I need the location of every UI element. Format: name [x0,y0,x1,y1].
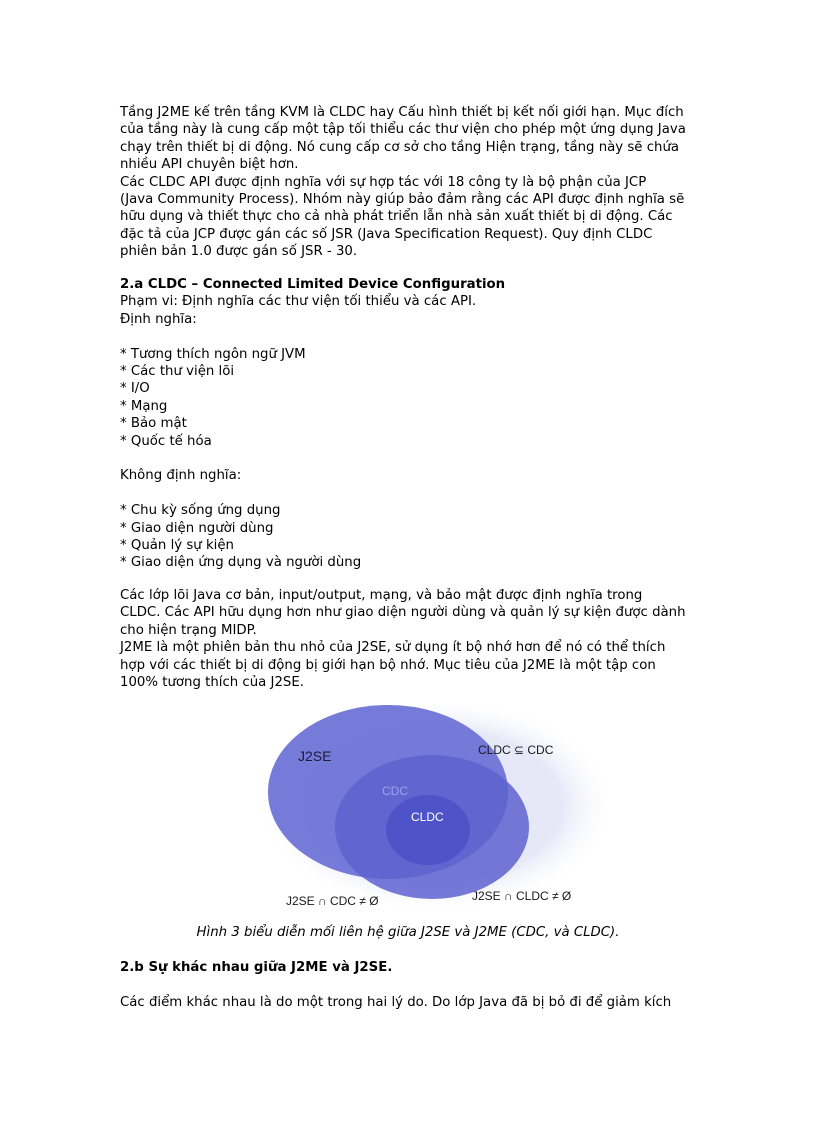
text-line: 100% tương thích của J2SE. [120,675,304,691]
section-b-heading: 2.b Sự khác nhau giữa J2ME và J2SE. [120,960,393,975]
text-line: đặc tả của JCP được gán các số JSR (Java Specification Request). Quy định CLDC [120,226,653,242]
blank-line [120,485,700,502]
subset-label: CLDC ⊆ CDC [478,743,554,757]
figure-caption: Hình 3 biểu diễn mối liên hệ giữa J2SE và J2ME (CDC, và CLDC). [196,925,620,940]
not-defines-item: * Giao diện người dùng [120,520,274,536]
text-line: chạy trên thiết bị di động. Nó cung cấp cơ sở cho tầng Hiện trạng, tầng này sẽ chứa [120,139,680,155]
text-line: phiên bản 1.0 được gán số JSR - 30. [120,244,358,260]
section-b [120,959,700,1011]
text-line: cho hiện trạng MIDP. [120,622,257,638]
j2se-cdc-intersection-label: J2SE ∩ CDC ≠ Ø [286,894,379,908]
text-line: hữu dụng và thiết thực cho cả nhà phát triển lẫn nhà sản xuất thiết bị di động. Các [120,209,673,225]
section-a-conclusion [120,587,700,691]
defines-item: * Tương thích ngôn ngữ JVM [120,346,306,362]
defines-item: * Quốc tế hóa [120,433,212,449]
text-line: Các CLDC API được định nghĩa với sự hợp tác với 18 công ty là bộ phận của JCP [120,174,647,190]
not-defines-item: * Quản lý sự kiện [120,538,234,554]
text-line: J2ME là một phiên bản thu nhỏ của J2SE, sử dụng ít bộ nhớ hơn để nó có thể thích [120,640,666,656]
not-defines-item: * Chu kỳ sống ứng dụng [120,503,281,519]
venn-diagram-figure [258,703,616,913]
cldc-label: CLDC [411,810,444,824]
not-defines-label: Không định nghĩa: [120,468,242,484]
not-defines-item: * Giao diện ứng dụng và người dùng [120,555,362,571]
intro-paragraph [120,104,700,261]
blank-line [120,450,700,467]
defines-item: * Các thư viện lõi [120,364,235,380]
text-line: hợp với các thiết bị di động bị giới hạn bộ nhớ. Mục tiêu của J2ME là một tập con [120,657,656,673]
j2se-cldc-intersection-label: J2SE ∩ CLDC ≠ Ø [472,889,572,903]
text-line: của tầng này là cung cấp một tập tối thiểu các thư viện cho phép một ứng dụng Java [120,122,686,138]
text-line: CLDC. Các API hữu dụng hơn như giao diện người dùng và quản lý sự kiện được dành [120,605,686,621]
blank-line [120,328,700,345]
text-line: Các lớp lõi Java cơ bản, input/output, mạng, và bảo mật được định nghĩa trong [120,588,643,603]
text-line: Tầng J2ME kế trên tầng KVM là CLDC hay Cấu hình thiết bị kết nối giới hạn. Mục đích [120,105,684,120]
scope-line: Phạm vi: Định nghĩa các thư viện tối thiểu và các API. [120,294,477,310]
cldc-ellipse [386,795,470,865]
text-line: Các điểm khác nhau là do một trong hai lý do. Do lớp Java đã bị bỏ đi để giảm kích [120,994,672,1010]
defines-item: * I/O [120,381,150,397]
section-a-heading: 2.a CLDC – Connected Limited Device Configuration [120,277,506,292]
text-line: (Java Community Process). Nhóm này giúp bảo đảm rằng các API được định nghĩa sẽ [120,192,685,208]
section-a [120,276,700,572]
text-line: nhiều API chuyên biệt hơn. [120,157,299,173]
defines-label: Định nghĩa: [120,311,197,327]
blank-line [120,976,700,993]
defines-item: * Bảo mật [120,416,187,432]
defines-item: * Mạng [120,398,168,414]
j2se-label: J2SE [298,748,332,764]
cdc-label: CDC [382,784,408,798]
